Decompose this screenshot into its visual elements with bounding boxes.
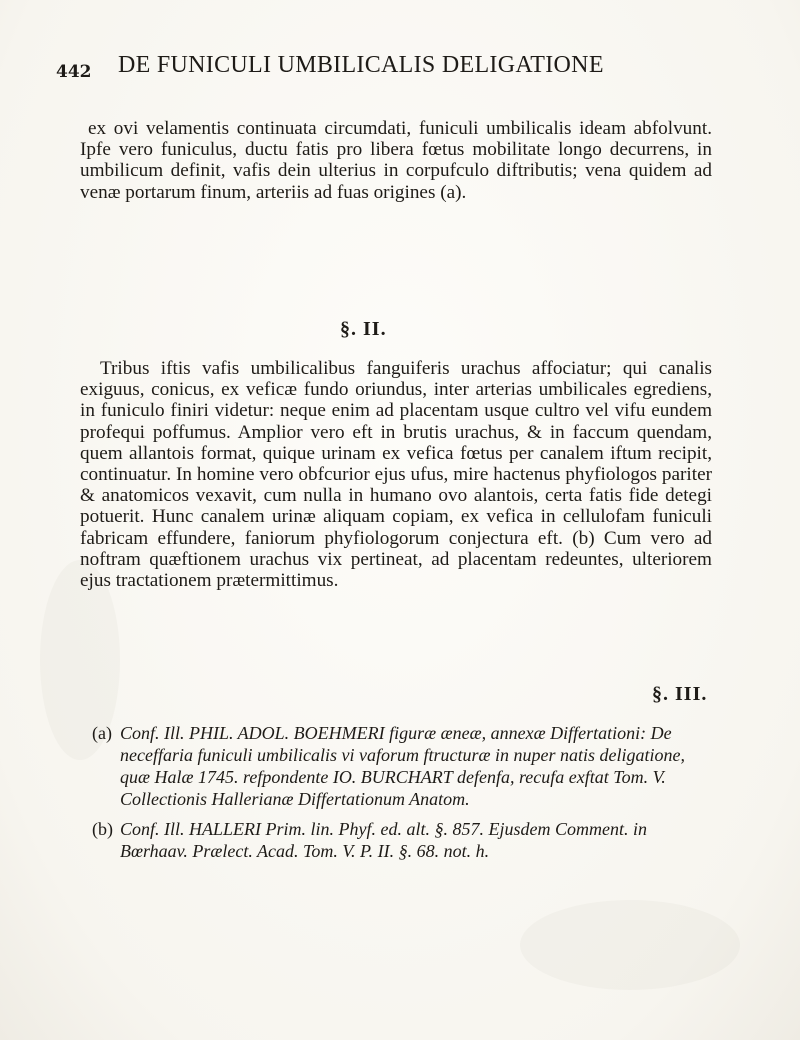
footnote-a <box>92 722 712 810</box>
section-heading-3: §. III. <box>652 683 708 705</box>
footnote-b <box>92 818 712 862</box>
paper-stain <box>520 900 740 990</box>
page-header <box>56 50 696 84</box>
footnotes <box>92 722 712 870</box>
running-title: DE FUNICULI UMBILICALIS DELIGATIONE <box>118 52 604 78</box>
footnote-text: Conf. Ill. HALLERI Prim. lin. Phyf. ed. alt. §. 857. Ejusdem Comment. in Bœrhaav. Prælect. Acad. Tom. V. P. II. §. 68. not. h. <box>120 819 647 861</box>
paragraph-2: Tribus iftis vafis umbilicalibus fanguiferis urachus affociatur; qui canalis exiguus, conicus, ex veficæ fundo oriundus, inter arterias umbilicales egrediens, in funiculo finiri videtur: neque enim ad placentam usque cultro vel vifu eundem profequi poffumus. Amplior vero eft in brutis urachus, & in faccum quendam, quem allantois format, quique urinam ex vefica fœtus per canalem iftum recipit, continuatur. In homine vero obfcurior ejus ufus, mire hactenus phyfiologos pariter & anatomicos vexavit, cum nulla in humano ovo alantois, certa fatis fide detegi potuerit. Hunc canalem urinæ aliquam copiam, ex vefica in cellulofam funiculi fabricam effundere, faniorum phyfiologorum conjectura eft. (b) Cum vero ad noftram quæftionem urachus vix pertineat, ad placentam redeuntes, ulteriorem ejus tractationem prætermittimus. <box>80 358 712 592</box>
footnote-marker: (b) <box>92 819 113 839</box>
section-heading-2: §. II. <box>340 318 387 340</box>
footnote-text: Conf. Ill. PHIL. ADOL. BOEHMERI figuræ æneæ, annexæ Differtationi: De neceffaria funiculi umbilicalis vi vaforum ftructuræ in nuper natis deligatione, quæ Halæ 1745. refpondente IO. BURCHART defenfa, recufa exftat Tom. V. Collectionis Hallerianæ Differtationum Anatom. <box>120 723 685 809</box>
paragraph-1: ex ovi velamentis continuata circumdati, funiculi umbilicalis ideam abfolvunt. Ipfe vero funiculus, ductu fatis pro libera fœtus mobilitate longo decurrens, in umbilicum definit, vafis dein ulterius in corpufculo diftributis; vena quidem ad venæ portarum finum, arteriis ad fuas origines (a). <box>80 118 712 203</box>
footnote-marker: (a) <box>92 723 112 743</box>
page-number: 442 <box>56 62 92 82</box>
